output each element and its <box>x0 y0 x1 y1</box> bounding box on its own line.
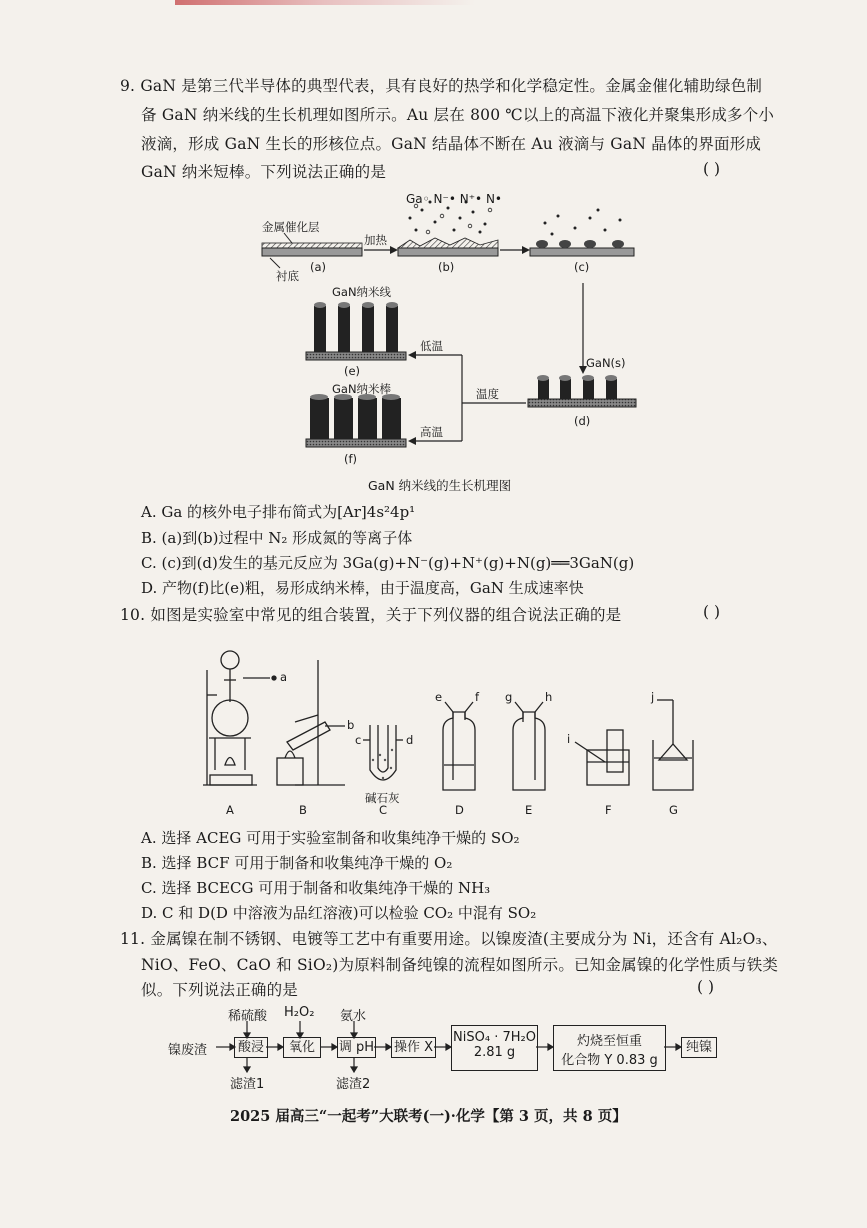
particle-legend: Ga◦ N⁻• N⁺• N• <box>406 192 503 206</box>
product-niso4-box <box>451 1025 538 1071</box>
apparatus-label-d: D <box>455 803 464 817</box>
gan-s-label: GaN(s) <box>586 356 626 370</box>
apparatus-label-g: G <box>669 803 678 817</box>
residue-2: 滤渣2 <box>336 1077 371 1092</box>
step-oxidize: 氧化 <box>283 1037 321 1058</box>
nickel-flowchart <box>168 1003 728 1093</box>
stage-a-label: (a) <box>310 260 327 274</box>
reagent-ammonia: 氨水 <box>340 1009 367 1024</box>
gan-growth-diagram <box>240 188 660 498</box>
apparatus-label-f: F <box>605 803 612 817</box>
calcine-box <box>553 1025 666 1071</box>
stage-b-label: (b) <box>438 260 455 274</box>
port-b: b <box>347 718 355 732</box>
heat-label: 加热 <box>364 233 387 247</box>
catalyst-layer-a <box>262 243 362 248</box>
nanowire-label: GaN纳米线 <box>332 285 392 299</box>
q11-stem-line-3: 似。下列说法正确的是 <box>141 981 299 999</box>
q9-stem-line-3: 液滴，形成 GaN 生长的形核位点。GaN 结晶体不断在 Au 液滴与 GaN 晶体的界面形成 <box>141 135 762 153</box>
q11-stem-line-2: NiO、FeO、CaO 和 SiO₂)为原料制备纯镍的流程如图所示。已知金属镍的化学性质与铁类 <box>141 956 779 974</box>
high-temp-label: 高温 <box>420 425 443 439</box>
q11-answer-paren: ( ) <box>697 978 715 996</box>
product-pure-nickel: 纯镍 <box>681 1037 717 1058</box>
step-operation-x: 操作 X <box>391 1037 436 1058</box>
port-h: h <box>545 690 553 704</box>
port-e: e <box>435 690 443 704</box>
niso4-formula: NiSO₄ · 7H₂O <box>453 1030 536 1045</box>
step-adjust-ph: 调 pH <box>337 1037 376 1058</box>
substrate-f <box>306 439 406 447</box>
q9-answer-paren: ( ) <box>703 160 721 178</box>
port-c: c <box>355 733 362 747</box>
q9-stem-line-2: 备 GaN 纳米线的生长机理如图所示。Au 层在 800 ℃以上的高温下液化并聚集形成多个小 <box>141 106 775 124</box>
substrate-e <box>306 352 406 360</box>
q9-option-c: C. (c)到(d)发生的基元反应为 3Ga(g)+N⁻(g)+N⁺(g)+N(g)══3GaN(g) <box>141 554 635 572</box>
q9-stem-line-4: GaN 纳米短棒。下列说法正确的是 <box>141 163 387 181</box>
stage-d-label: (d) <box>574 414 591 428</box>
q10-option-b: B. 选择 BCF 可用于制备和收集纯净干燥的 O₂ <box>141 854 453 872</box>
soda-lime-label: 碱石灰 <box>365 791 400 805</box>
q9-option-a: A. Ga 的核外电子排布简式为[Ar]4s²4p¹ <box>141 503 416 521</box>
q9-option-d: D. 产物(f)比(e)粗，易形成纳米棒，由于温度高，GaN 生成速率快 <box>141 579 584 597</box>
page-footer: 2025 届高三“一起考”大联考(一)·化学【第 3 页，共 8 页】 <box>230 1108 627 1125</box>
nanorod-label: GaN纳米棒 <box>332 382 392 396</box>
port-f: f <box>475 690 480 704</box>
port-i: i <box>567 732 571 746</box>
flow-start-label: 镍废渣 <box>168 1043 208 1058</box>
substrate-b <box>398 248 498 256</box>
diagram-caption: GaN 纳米线的生长机理图 <box>368 478 512 493</box>
q10-option-d: D. C 和 D(D 中溶液为品红溶液)可以检验 CO₂ 中混有 SO₂ <box>141 904 537 922</box>
reagent-acid: 稀硫酸 <box>228 1009 268 1024</box>
scan-edge-mark <box>175 0 475 5</box>
q10-option-a: A. 选择 ACEG 可用于实验室制备和收集纯净干燥的 SO₂ <box>141 829 520 847</box>
niso4-mass: 2.81 g <box>473 1045 516 1060</box>
stage-f-label: (f) <box>344 452 358 466</box>
stage-e-label: (e) <box>344 364 361 378</box>
reagent-h2o2: H₂O₂ <box>284 1005 315 1020</box>
apparatus-label-e: E <box>525 803 533 817</box>
q9-stem-line-1: 9. GaN 是第三代半导体的典型代表，具有良好的热学和化学稳定性。金属金催化辅助绿色制 <box>120 77 763 95</box>
substrate-d <box>528 399 636 407</box>
substrate-label: 衬底 <box>276 269 299 283</box>
apparatus-label-b: B <box>299 803 307 817</box>
port-j: j <box>651 690 655 704</box>
apparatus-label-a: A <box>226 803 234 817</box>
substrate-a <box>262 248 362 256</box>
q10-answer-paren: ( ) <box>703 603 721 621</box>
port-a: a <box>280 670 288 684</box>
temperature-label: 温度 <box>476 387 499 401</box>
apparatus-drawing <box>195 630 715 820</box>
calcine-label: 灼烧至恒重 <box>576 1034 642 1049</box>
q10-stem: 10. 如图是实验室中常见的组合装置，关于下列仪器的组合说法正确的是 <box>120 606 622 624</box>
q11-stem-line-1: 11. 金属镍在制不锈钢、电镀等工艺中有重要用途。以镍废渣(主要成分为 Ni，还含有 Al₂O₃、 <box>120 930 778 948</box>
stage-c-label: (c) <box>574 260 590 274</box>
catalyst-layer-label: 金属催化层 <box>262 220 320 234</box>
step-leach: 酸浸 <box>234 1037 268 1058</box>
substrate-c <box>530 248 634 256</box>
port-d: d <box>406 733 414 747</box>
compound-y-label: 化合物 Y 0.83 g <box>561 1053 658 1068</box>
apparatus-label-c: C <box>379 803 388 817</box>
residue-1: 滤渣1 <box>230 1077 265 1092</box>
low-temp-label: 低温 <box>420 339 443 353</box>
lab-apparatus-diagram <box>195 630 715 820</box>
q10-option-c: C. 选择 BCECG 可用于制备和收集纯净干燥的 NH₃ <box>141 879 491 897</box>
port-g: g <box>505 690 513 704</box>
q9-option-b: B. (a)到(b)过程中 N₂ 形成氮的等离子体 <box>141 529 413 547</box>
